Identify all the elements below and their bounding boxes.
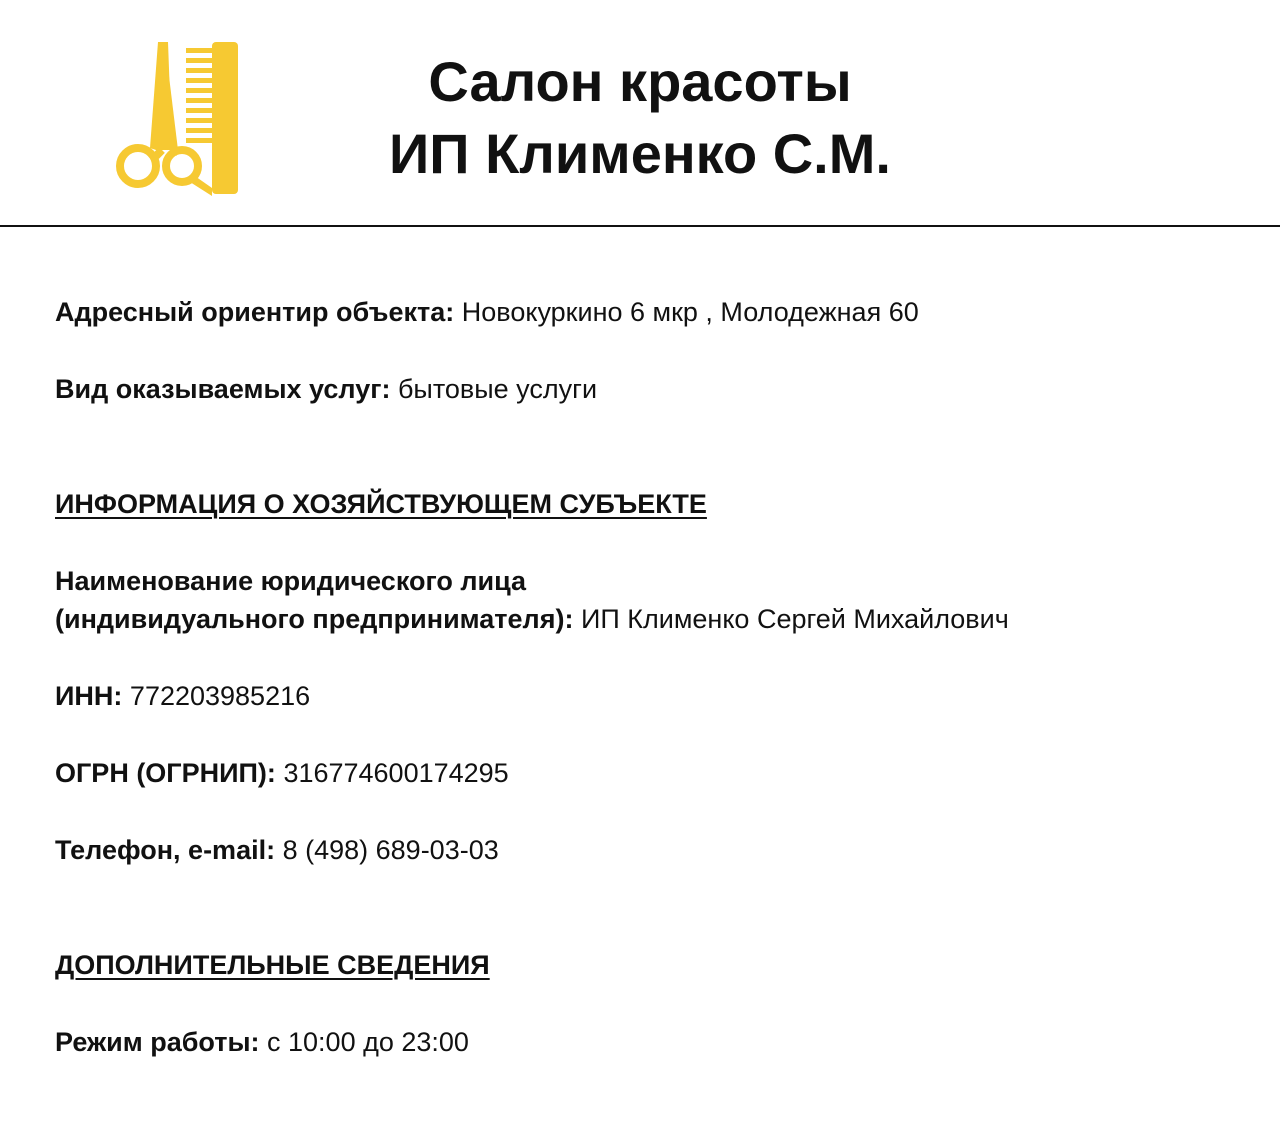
ogrn-value: 316774600174295 bbox=[283, 758, 509, 788]
address-value: Новокуркино 6 мкр , Молодежная 60 bbox=[461, 297, 919, 327]
services-label: Вид оказываемых услуг: bbox=[55, 374, 391, 404]
address-label: Адресный ориентир объекта: bbox=[55, 297, 455, 327]
title-line-1: Салон красоты bbox=[428, 50, 852, 113]
address-row bbox=[55, 293, 919, 331]
ogrn-label: ОГРН (ОГРНИП): bbox=[55, 758, 276, 788]
services-value: бытовые услуги bbox=[397, 374, 598, 404]
entity-name-label-1: Наименование юридического лица bbox=[55, 566, 527, 596]
entity-name-label-2: (индивидуального предпринимателя): bbox=[55, 604, 574, 634]
contact-label: Телефон, e-mail: bbox=[55, 835, 276, 865]
hours-value: с 10:00 до 23:00 bbox=[267, 1027, 469, 1057]
entity-name-label-line-1 bbox=[55, 562, 526, 600]
entity-name-value: ИП Клименко Сергей Михайлович bbox=[580, 604, 1009, 634]
hours-label: Режим работы: bbox=[55, 1027, 260, 1057]
entity-section-heading: ИНФОРМАЦИЯ О ХОЗЯЙСТВУЮЩЕМ СУБЪЕКТЕ bbox=[55, 489, 707, 519]
contact-row bbox=[55, 831, 499, 869]
contact-value: 8 (498) 689-03-03 bbox=[282, 835, 499, 865]
inn-value: 772203985216 bbox=[129, 681, 311, 711]
title-line-2: ИП Клименко С.М. bbox=[389, 122, 891, 185]
ogrn-row bbox=[55, 754, 509, 792]
header-divider bbox=[0, 225, 1280, 227]
services-row bbox=[55, 370, 597, 408]
entity-name-row bbox=[55, 600, 1009, 638]
page-title bbox=[0, 46, 1280, 190]
page-header bbox=[0, 0, 1280, 226]
inn-label: ИНН: bbox=[55, 681, 123, 711]
inn-row bbox=[55, 677, 310, 715]
hours-row bbox=[55, 1023, 469, 1061]
extra-section-heading: ДОПОЛНИТЕЛЬНЫЕ СВЕДЕНИЯ bbox=[55, 950, 490, 980]
